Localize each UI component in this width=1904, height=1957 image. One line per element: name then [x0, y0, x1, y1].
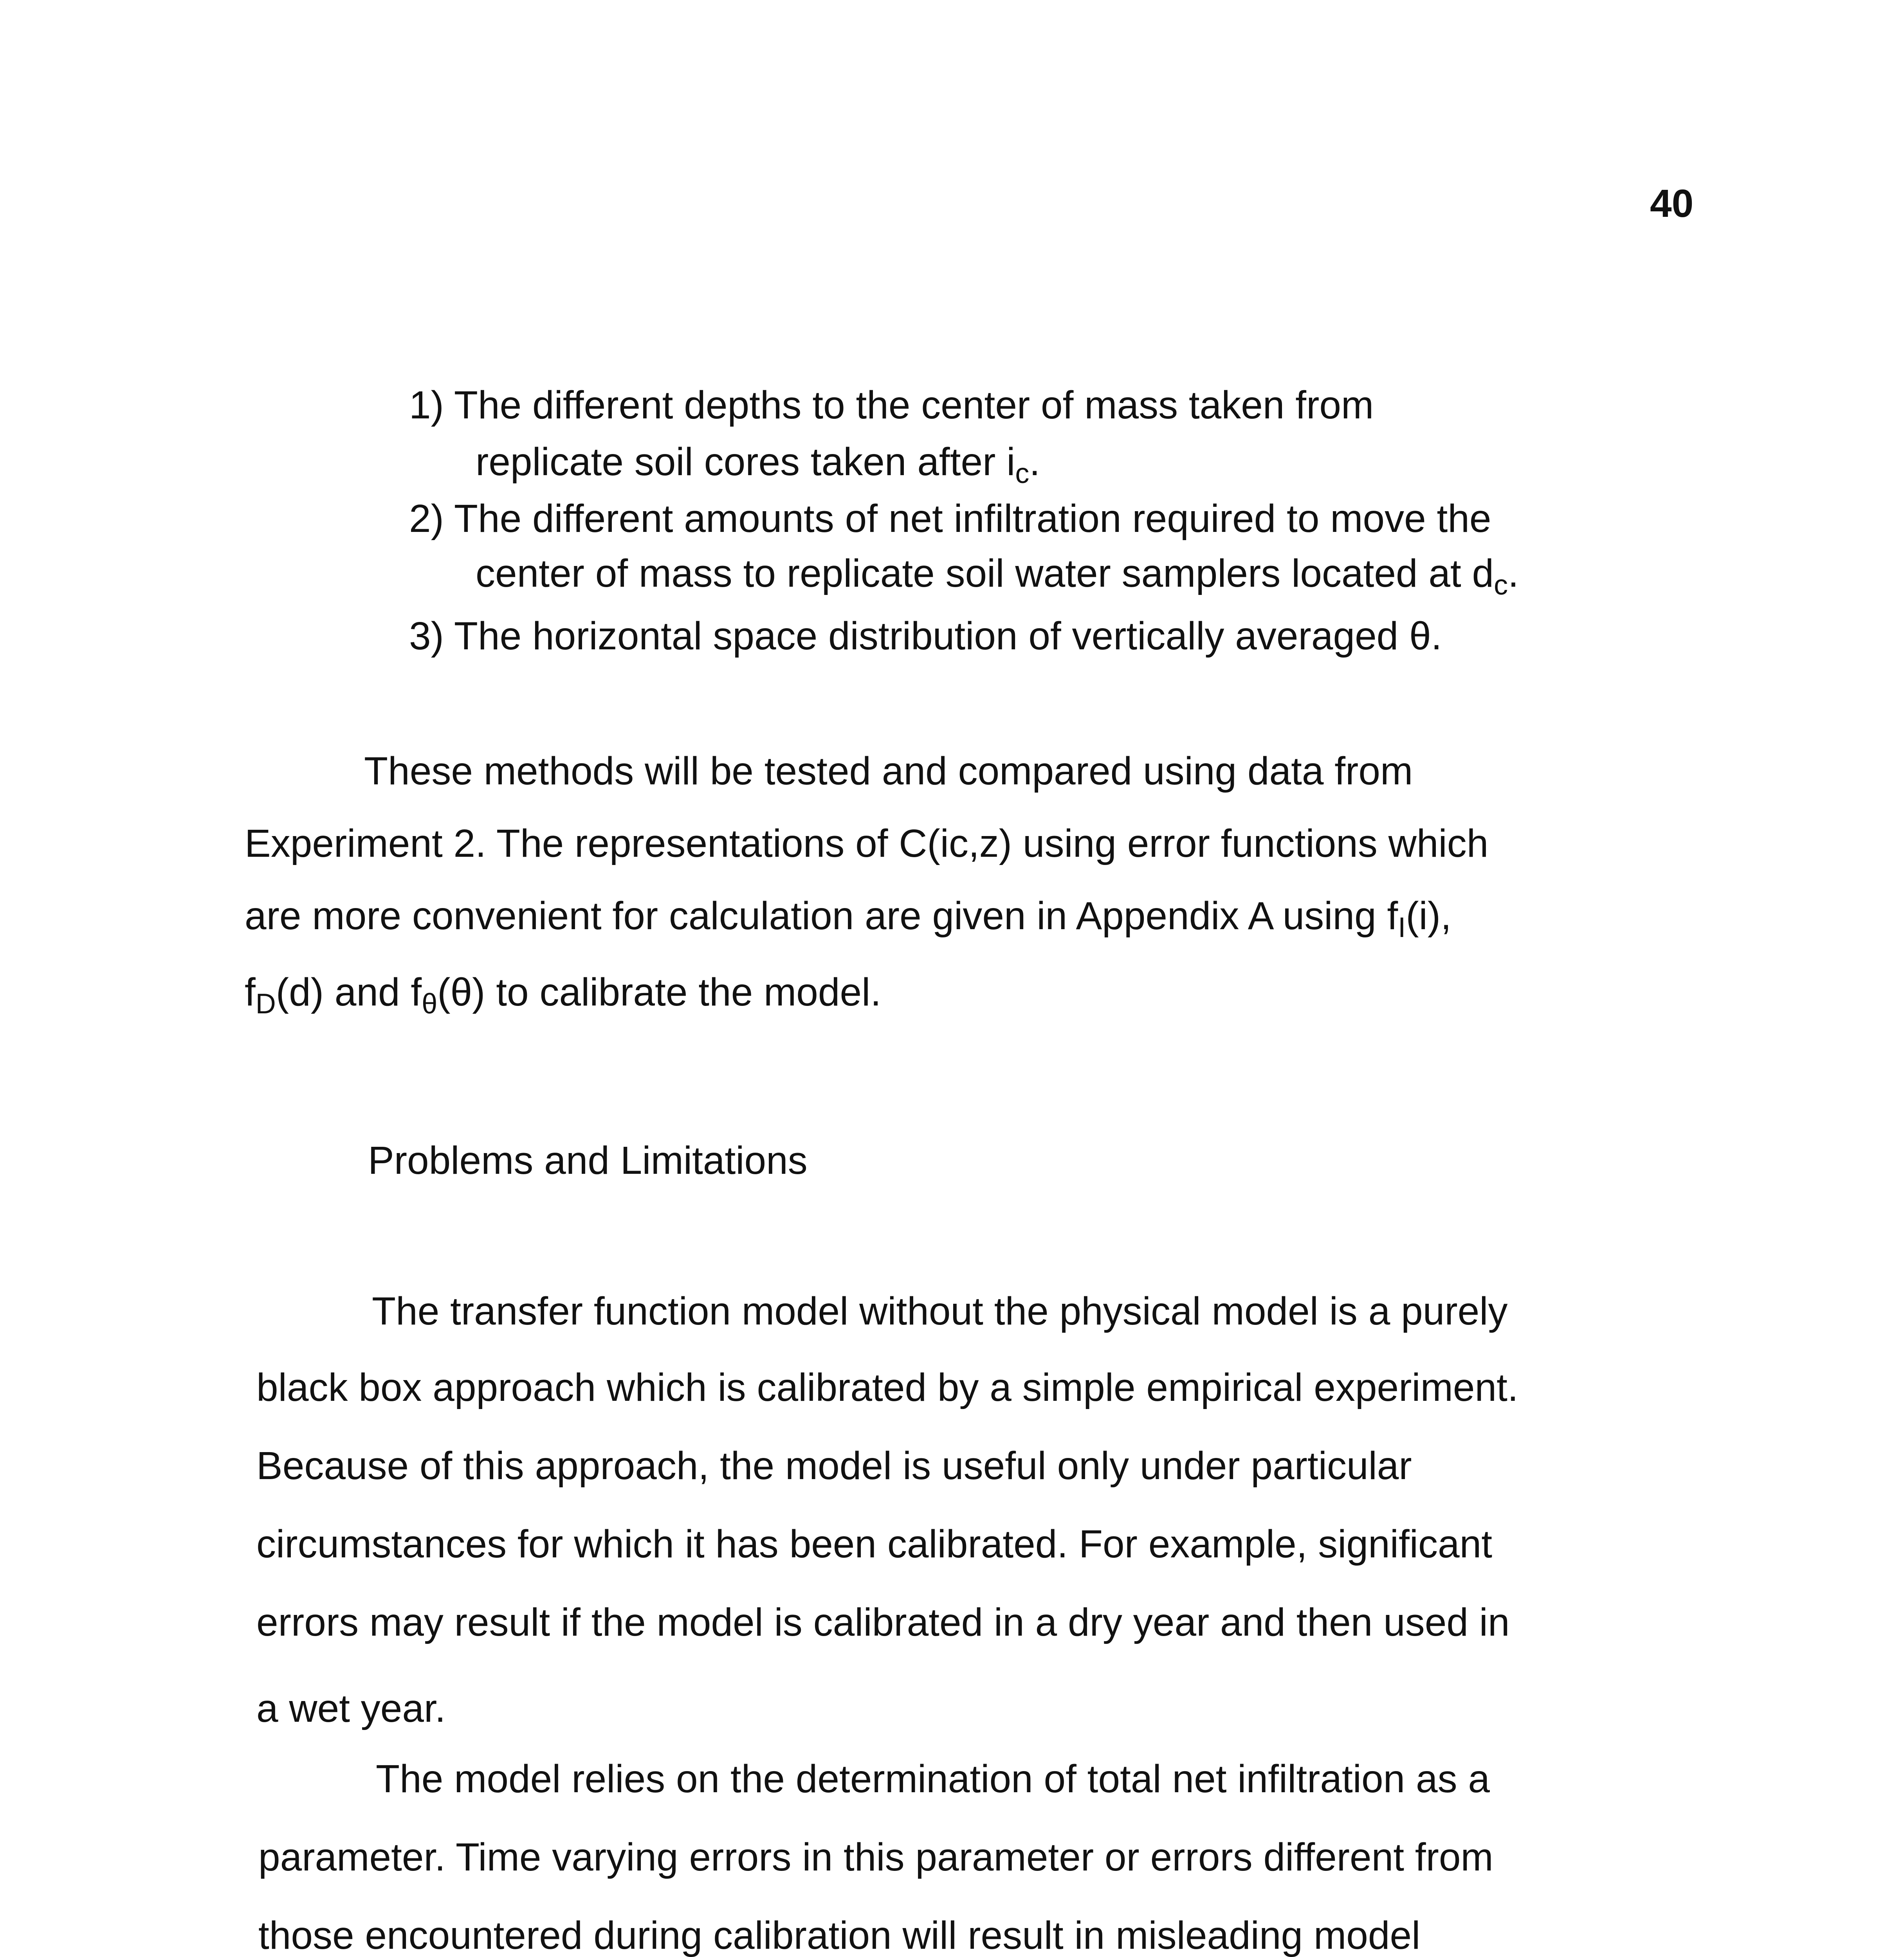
- subscript: θ: [422, 988, 438, 1020]
- paragraph-1-line-4-suffix: (d) and f: [276, 970, 422, 1014]
- paragraph-2-line-2-text: black box approach which is calibrated by a simple empirical experiment.: [256, 1366, 1518, 1409]
- paragraph-2-line-1-text: The transfer function model without the physical model is a purely: [372, 1289, 1508, 1333]
- paragraph-1-line-1-text: These methods will be tested and compared using data from: [364, 749, 1413, 793]
- paragraph-3-line-1-text: The model relies on the determination of total net infiltration as a: [376, 1757, 1490, 1801]
- list-item-1-line-1-text: 1) The different depths to the center of mass taken from: [409, 383, 1374, 427]
- list-item-3-line-1-text: 3) The horizontal space distribution of vertically averaged θ.: [409, 614, 1442, 658]
- paragraph-2-line-4: [256, 1523, 1492, 1566]
- list-item-2-line-2: [476, 551, 1519, 601]
- paragraph-1-line-3-text: are more convenient for calculation are given in Appendix A using f: [245, 894, 1398, 938]
- section-heading: Problems and Limitations: [368, 1139, 808, 1182]
- paragraph-2-line-6: [256, 1687, 446, 1730]
- paragraph-1-line-4-text: f: [245, 970, 256, 1014]
- paragraph-3-line-3: [258, 1914, 1420, 1957]
- list-item-3-line-1: [409, 614, 1442, 658]
- paragraph-1-line-4: [245, 970, 882, 1020]
- paragraph-3-line-2-text: parameter. Time varying errors in this parameter or errors different from: [258, 1835, 1493, 1879]
- paragraph-2-line-6-text: a wet year.: [256, 1687, 446, 1730]
- list-item-2-line-1: [409, 497, 1491, 540]
- paragraph-2-line-3-text: Because of this approach, the model is useful only under particular: [256, 1444, 1412, 1488]
- paragraph-2-line-1: [372, 1290, 1507, 1333]
- paragraph-2-line-2: [256, 1366, 1518, 1409]
- list-item-1-line-1: [409, 384, 1374, 427]
- paragraph-1-line-3: [245, 894, 1451, 944]
- paragraph-1-line-1: [364, 750, 1413, 793]
- list-item-2-line-2-text: center of mass to replicate soil water samplers located at d: [476, 551, 1494, 595]
- subscript: D: [255, 988, 276, 1020]
- paragraph-1-line-4-suffix-2: (θ) to calibrate the model.: [437, 970, 882, 1014]
- list-item-2-line-2-suffix: .: [1508, 551, 1519, 595]
- list-item-1-line-2-suffix: .: [1029, 440, 1040, 484]
- paragraph-2-line-3: [256, 1444, 1412, 1487]
- paragraph-1-line-2: [245, 822, 1488, 865]
- paragraph-3-line-2: [258, 1836, 1493, 1879]
- list-item-2-line-1-text: 2) The different amounts of net infiltration required to move the: [409, 497, 1491, 541]
- subscript: c: [1015, 458, 1030, 490]
- subscript: I: [1398, 912, 1406, 944]
- paragraph-3-line-3-text: those encountered during calibration will result in misleading model: [258, 1914, 1421, 1957]
- list-item-1-line-2: [476, 440, 1040, 490]
- paragraph-2-line-4-text: circumstances for which it has been calibrated. For example, significant: [256, 1522, 1492, 1566]
- paragraph-1-line-2-text: Experiment 2. The representations of C(ic,z) using error functions which: [245, 822, 1489, 865]
- list-item-1-line-2-text: replicate soil cores taken after i: [476, 440, 1015, 484]
- page-number: 40: [1650, 182, 1694, 225]
- paragraph-1-line-3-suffix: (i),: [1406, 894, 1451, 938]
- paragraph-2-line-5: [256, 1601, 1510, 1644]
- paragraph-2-line-5-text: errors may result if the model is calibrated in a dry year and then used in: [256, 1600, 1510, 1644]
- subscript: c: [1494, 569, 1508, 601]
- paragraph-3-line-1: [376, 1757, 1490, 1800]
